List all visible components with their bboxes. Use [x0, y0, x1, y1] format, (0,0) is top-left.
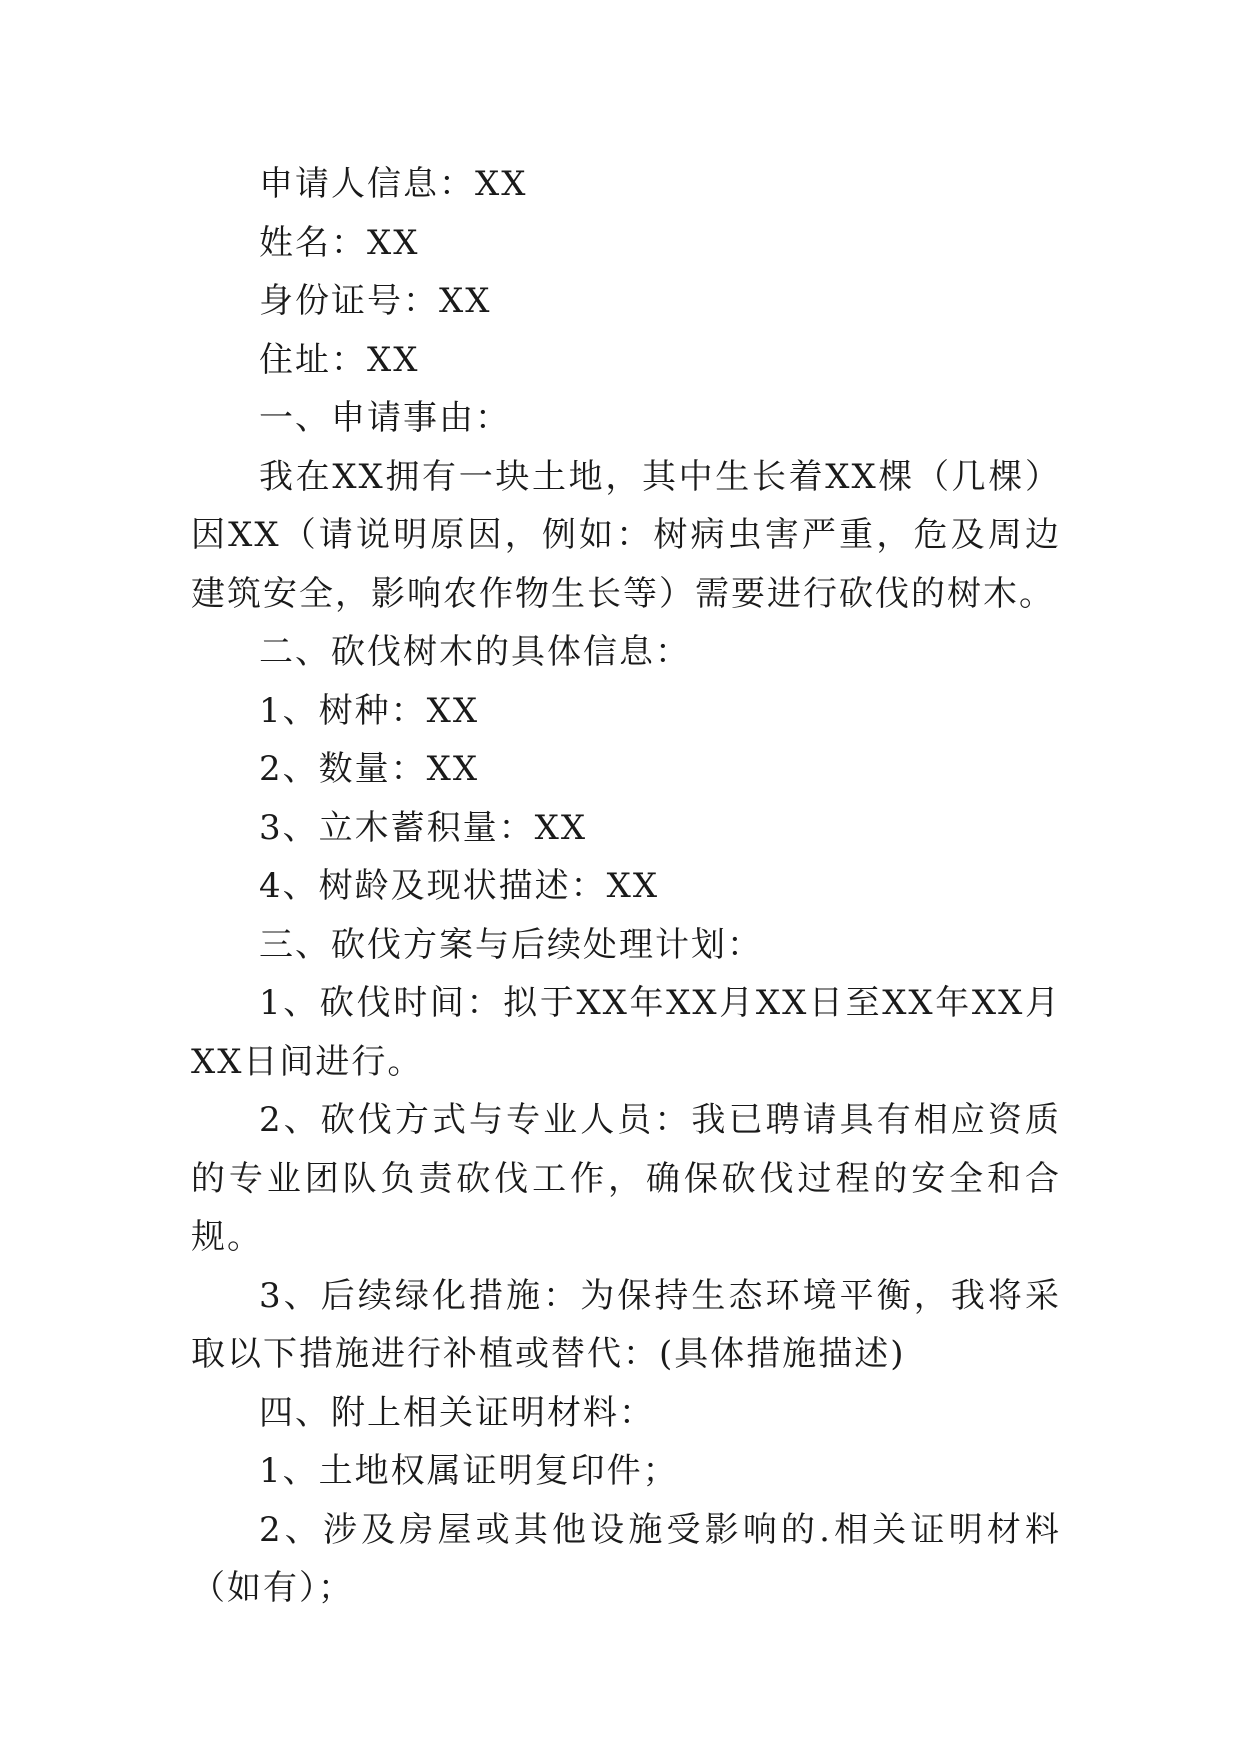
- id-number-line: 身份证号：XX: [259, 281, 492, 321]
- land-certificate-line: 1、土地权属证明复印件；: [259, 1451, 679, 1491]
- affected-facilities-paragraph: 2、涉及房屋或其他设施受影响的.相关证明材料（如有）；: [191, 1509, 1061, 1608]
- tree-species-line: 1、树种：XX: [259, 690, 480, 731]
- document-body: [191, 155, 1061, 1618]
- section-2-heading: 二、砍伐树木的具体信息：: [259, 632, 691, 672]
- tree-quantity-line: 2、数量：XX: [259, 749, 480, 789]
- reason-paragraph: 我在XX拥有一块土地，其中生长着XX棵（几棵）因XX（请说明原因，例如：树病虫害严重，危及周边建筑安全，影响农作物生长等）需要进行砍伐的树木。: [191, 456, 1061, 614]
- section-3-heading: 三、砍伐方案与后续处理计划：: [259, 924, 763, 965]
- applicant-info-heading: 申请人信息：XX: [259, 164, 528, 204]
- section-4-heading: 四、附上相关证明材料：: [259, 1392, 655, 1433]
- stock-volume-line: 3、立木蓄积量：XX: [259, 807, 588, 848]
- tree-age-line: 4、树龄及现状描述：XX: [259, 866, 660, 906]
- section-1-heading: 一、申请事由：: [259, 398, 511, 438]
- address-line: 住址：XX: [259, 339, 420, 380]
- felling-time-paragraph: 1、砍伐时间：拟于XX年XX月XX日至XX年XX月XX日间进行。: [191, 983, 1061, 1082]
- name-line: 姓名：XX: [259, 222, 420, 263]
- greening-measures-paragraph: 3、后续绿化措施：为保持生态环境平衡，我将采取以下措施进行补植或替代：(具体措施描述): [191, 1275, 1061, 1374]
- felling-method-paragraph: 2、砍伐方式与专业人员：我已聘请具有相应资质的专业团队负责砍伐工作，确保砍伐过程的安全和合规。: [191, 1100, 1061, 1257]
